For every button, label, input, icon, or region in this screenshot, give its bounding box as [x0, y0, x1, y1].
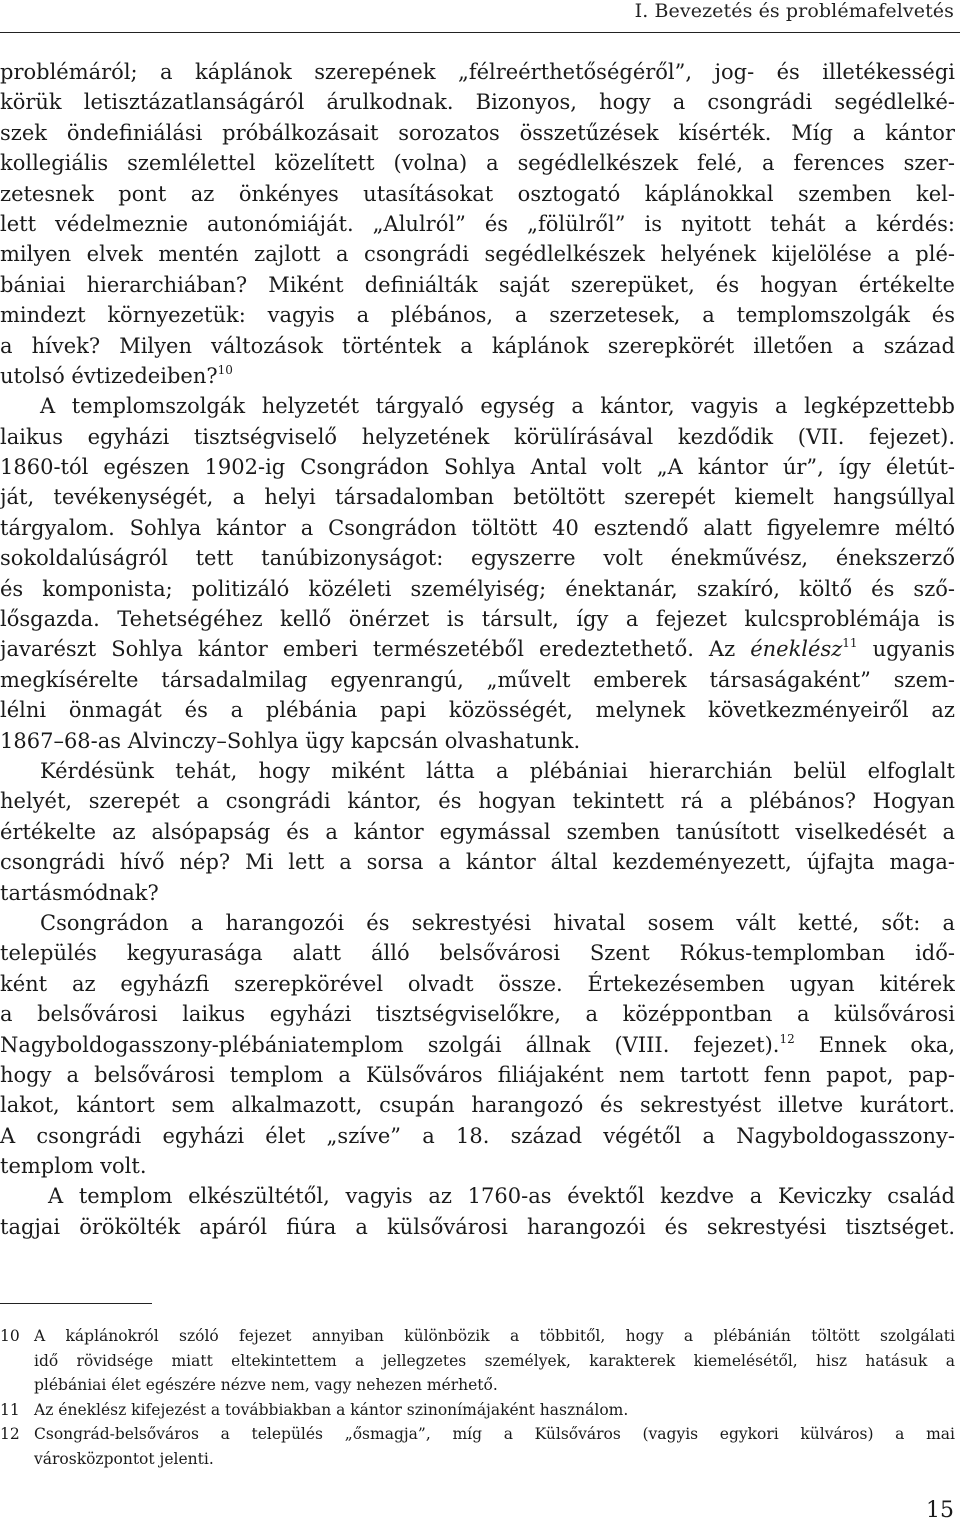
text-line-content: tartásmódnak?: [0, 880, 159, 905]
text-line: [0, 391, 955, 421]
text-line-content: bániai hierarchiában? Miként definiálták saját szerepüket, és hogyan értékelte: [0, 272, 955, 297]
text-line: [0, 452, 955, 482]
text-line-content: a hívek? Milyen változások történtek a káplánok szerepkörét illetően a század: [0, 333, 955, 358]
text-line: [0, 1030, 955, 1060]
footnote-line: [0, 1447, 955, 1472]
text-line-content: csongrádi hívő nép? Mi lett a sorsa a kántor által kezdeményezett, újfajta maga-: [0, 850, 955, 875]
footnote-reference: 12: [779, 1031, 795, 1046]
text-line-content: értékelte az alsópapság és a kántor egymással szemben tanúsított viselkedését a: [0, 819, 955, 844]
text-line: [0, 634, 955, 664]
text-line-content: hogy a belsővárosi templom a Külsőváros filiájaként nem tartott fenn papot, pap-: [0, 1062, 955, 1087]
text-line: [0, 726, 955, 756]
text-line: [0, 1181, 955, 1211]
footnote-line: [0, 1422, 955, 1447]
footnotes: [0, 1324, 955, 1472]
text-line-content: megkísérelte társadalmilag egyenrangú, „művelt emberek társaságaként” szem-: [0, 667, 955, 692]
text-line: [0, 1121, 955, 1151]
text-line: [0, 695, 955, 725]
footnote-line: [0, 1373, 955, 1398]
text-line: [0, 87, 955, 117]
text-line: [0, 604, 955, 634]
text-line: [0, 847, 955, 877]
text-line: [0, 1090, 955, 1120]
footnote-text: Csongrád-belsőváros a település „ősmagja”, míg a Külsőváros (vagyis egykori külváros) a mai: [34, 1425, 955, 1444]
running-head: I. Bevezetés és problémafelvetés: [634, 0, 954, 22]
text-line: [0, 756, 955, 786]
text-line-content: a belsővárosi laikus egyházi tisztségviselőkre, a középpontban a külsővárosi: [0, 1002, 955, 1027]
text-line-content: lett védelmeznie autonómiáját. „Alulról” és „fölülről” is nyitott tehát a kérdés:: [0, 211, 955, 236]
text-line-content: ját, tevékenységét, a helyi társadalomban betöltött szerepét kiemelt hangsúllyal: [0, 485, 955, 510]
footnote-number: 10: [0, 1327, 20, 1345]
text-line-content: A csongrádi egyházi élet „szíve” a 18. század végétől a Nagyboldogasszony-: [0, 1123, 955, 1148]
text-line-content: Nagyboldogasszony-plébániatemplom szolgái állnak (VIII. fejezet).: [0, 1032, 780, 1057]
footnote-text: városközpontot jelenti.: [34, 1449, 214, 1468]
text-line: [0, 817, 955, 847]
text-line-content: lősgazda. Tehetségéhez kellő önérzet is társult, így a fejezet kulcsproblémája is: [0, 607, 955, 632]
header-rule: [0, 32, 960, 33]
body-text: [0, 57, 955, 1242]
text-line-continuation: Ennek oka,: [794, 1032, 955, 1057]
text-line-content: tárgyalom. Sohlya kántor a Csongrádon töltött 40 esztendő alatt figyelemre méltó: [0, 515, 955, 540]
text-line: [0, 482, 955, 512]
text-line-content: laikus egyházi tisztségviselő helyzetének körülírásával kezdődik (VII. fejezet).: [0, 424, 955, 449]
text-line-content: helyét, szerepét a csongrádi kántor, és hogyan tekintett rá a plébános? Hogyan: [0, 789, 955, 814]
text-line-content: Csongrádon a harangozói és sekrestyési hivatal sosem vált ketté, sőt: a: [40, 910, 955, 935]
text-line: [0, 1151, 955, 1181]
text-line-content: 1867–68-as Alvinczy–Sohlya ügy kapcsán olvashatunk.: [0, 728, 581, 753]
text-line: [0, 179, 955, 209]
footnote-rule: [0, 1303, 152, 1304]
text-line-content: Kérdésünk tehát, hogy miként látta a plébániai hierarchián belül elfoglalt: [40, 758, 955, 783]
text-line-content: körük letisztázatlanságáról árulkodnak. Bizonyos, hogy a csongrádi segédlelké-: [0, 90, 955, 115]
text-line-content: tagjai örökölték apáról fiúra a külsővárosi harangozói és sekrestyési tisztséget.: [0, 1214, 955, 1239]
text-line-content: 1860-tól egészen 1902-ig Csongrádon Sohlya Antal volt „A kántor úr”, így életút-: [0, 455, 955, 480]
text-line: [0, 118, 955, 148]
footnote-line: [0, 1398, 955, 1423]
text-line: [0, 1212, 955, 1242]
text-line-content: javarészt Sohlya kántor emberi természetéből eredeztethető. Az: [0, 637, 751, 662]
text-line: [0, 574, 955, 604]
text-line: [0, 513, 955, 543]
text-line: [0, 969, 955, 999]
text-line: [0, 999, 955, 1029]
footnote-reference: 11: [842, 636, 858, 651]
text-line: [0, 57, 955, 87]
page-number: 15: [926, 1498, 954, 1523]
footnote-number: 11: [0, 1400, 20, 1419]
italic-term: éneklész: [750, 637, 843, 662]
text-line-content: kollegiális szemlélettel közelített (volna) a segédlelkészek felé, a ferences szer-: [0, 151, 955, 176]
footnote-text: Az éneklész kifejezést a továbbiakban a kántor szinonímájaként használom.: [34, 1400, 629, 1419]
footnote-text: plébániai élet egészére nézve nem, vagy nehezen mérhető.: [34, 1376, 498, 1395]
text-line-content: szek öndefiniálási próbálkozásait sorozatos összetűzések kísérték. Míg a kántor: [0, 120, 955, 145]
text-line-content: A templom elkészültétől, vagyis az 1760-as évektől kezdve a Keviczky család: [48, 1184, 955, 1209]
footnote-line: [0, 1349, 955, 1374]
footnote-number: 12: [0, 1425, 20, 1444]
text-line-content: mindezt környezetük: vagyis a plébános, a szerzetesek, a templomszolgák és: [0, 303, 955, 328]
text-line: [0, 300, 955, 330]
text-line-content: zetesnek pont az önkényes utasításokat osztogató káplánokkal szemben kel-: [0, 181, 955, 206]
text-line: [0, 270, 955, 300]
text-line-content: milyen elvek mentén zajlott a csongrádi segédlelkészek helyének kijelölése a plé-: [0, 242, 955, 267]
text-line-content: település kegyurasága alatt álló belsővárosi Szent Rókus-templomban idő-: [0, 941, 955, 966]
text-line: [0, 361, 955, 391]
text-line-content: utolsó évtizedeiben?: [0, 363, 218, 388]
text-line: [0, 1060, 955, 1090]
text-line: [0, 665, 955, 695]
footnote-reference: 10: [217, 362, 233, 377]
text-line-continuation: ugyanis: [857, 637, 955, 662]
text-line-content: problémáról; a káplánok szerepének „félreérthetőségéről”, jog- és illetékességi: [0, 60, 955, 84]
text-line: [0, 239, 955, 269]
text-line: [0, 331, 955, 361]
text-line-content: templom volt.: [0, 1154, 147, 1179]
text-line: [0, 908, 955, 938]
text-line: [0, 786, 955, 816]
text-line-content: ként az egyházfi szerepkörével olvadt össze. Értekezésemben ugyan kitérek: [0, 971, 955, 996]
text-line-content: A templomszolgák helyzetét tárgyaló egység a kántor, vagyis a legképzettebb: [40, 394, 955, 419]
text-line: [0, 938, 955, 968]
text-line: [0, 148, 955, 178]
footnote-text: idő rövidsége miatt eltekintettem a jellegzetes személyek, karakterek kiemelésétől, hisz hatásuk a: [34, 1351, 955, 1370]
footnote-line: [0, 1324, 955, 1349]
text-line: [0, 209, 955, 239]
text-line-content: lélni önmagát és a plébánia papi közösségét, melynek következményeiről az: [0, 698, 955, 723]
text-line-content: és komponista; politizáló közéleti személyiség; énektanár, szakíró, költő és sző-: [0, 576, 955, 601]
text-line-content: lakot, kántort sem alkalmazott, csupán harangozó és sekrestyést illetve kurátort.: [0, 1093, 955, 1118]
text-line: [0, 543, 955, 573]
text-line: [0, 422, 955, 452]
text-line: [0, 878, 955, 908]
text-line-content: sokoldalúságról tett tanúbizonyságot: egyszerre volt énekművész, énekszerző: [0, 546, 955, 571]
footnote-text: A káplánokról szóló fejezet annyiban különbözik a többitől, hogy a plébánián töltött szolgálati: [34, 1327, 955, 1345]
